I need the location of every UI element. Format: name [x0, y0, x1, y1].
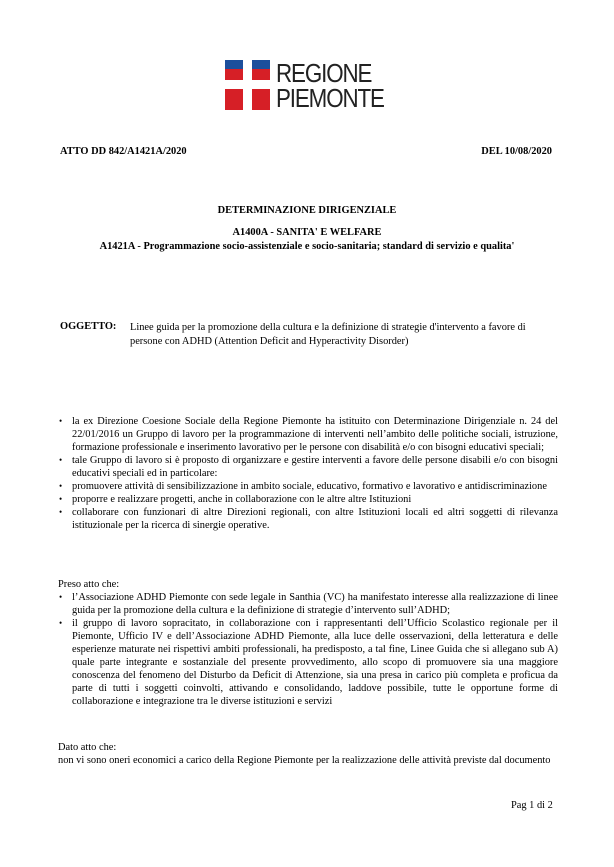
- logo-line1: REGIONE: [276, 58, 372, 88]
- list-item: • il gruppo di lavoro sopracitato, in collaborazione con i rappresentanti dell’Ufficio Scolastico regionale per il Piemonte, Ufficio IV e dell’Associazione ADHD Piemonte, alla luce delle osservazioni, della letteratura e delle esperienze maturate nei rispettivi ambiti professionali, ha predisposto, a tal fine, Linee Guida che si allegano sub A) quale parte integrante e sostanziale del presente provvedimento, allo scopo di promuovere sia una maggiore conoscenza del fenomeno del Disturbo da Deficit di Attenzione, sia una presa in carico più completa e proficua da parte di tutti i soggetti coinvolti, attivando e consolidando, laddove possibile, tutte le opportune forme di collaborazione e integrazione tra le diverse istituzioni e servizi: [59, 618, 558, 707]
- list-item: • collaborare con funzionari di altre Direzioni regionali, con altre Istituzioni locali ed altri soggetti di rilevanza istituzionale per la ricerca di sinergie operative.: [59, 507, 558, 531]
- page-number: Pag 1 di 2: [511, 800, 553, 811]
- atto-date: DEL 10/08/2020: [481, 146, 552, 157]
- logo-line2: PIEMONTE: [276, 83, 384, 113]
- oggetto-label: OGGETTO:: [60, 321, 117, 332]
- shield-icon: [225, 60, 270, 110]
- direzione: A1400A - SANITA' E WELFARE: [232, 227, 382, 238]
- regione-piemonte-logo: [222, 58, 392, 114]
- bullet-list-premesse: [58, 415, 558, 532]
- oggetto-text: Linee guida per la promozione della cultura e la definizione di strategie d'intervento a favore di persone con ADHD (Attention Deficit and Hyperactivity Disorder): [130, 322, 526, 347]
- atto-number: ATTO DD 842/A1421A/2020: [60, 146, 187, 157]
- doc-title: DETERMINAZIONE DIRIGENZIALE: [217, 205, 397, 216]
- bullet-list-preso-atto: [58, 591, 558, 708]
- list-item: • tale Gruppo di lavoro si è proposto di organizzare e gestire interventi a favore delle persone disabili e/o con bisogni educativi speciali ed in particolare:: [59, 455, 558, 479]
- dato-atto-text: non vi sono oneri economici a carico della Regione Piemonte per la realizzazione delle attività previste dal documento: [58, 755, 551, 766]
- list-item: • la ex Direzione Coesione Sociale della Regione Piemonte ha istituito con Determinazione Dirigenziale n. 24 del 22/01/2016 un Gruppo di lavoro per la programmazione di interventi nell’ambito delle politiche sociali, istruzione, formazione professionale e inserimento lavorativo per le persone con disabilità e/o con bisogni educativi speciali;: [59, 416, 558, 453]
- list-item: • l’Associazione ADHD Piemonte con sede legale in Santhia (VC) ha manifestato interesse alla realizzazione di linee guida per la promozione della cultura e la definizione di strategie d’intervento sull’ADHD;: [59, 592, 558, 616]
- dato-atto-heading: Dato atto che:: [58, 742, 117, 753]
- settore: A1421A - Programmazione socio-assistenziale e socio-sanitaria; standard di servizio e qualita': [99, 241, 515, 252]
- preso-atto-heading: Preso atto che:: [58, 579, 120, 590]
- list-item: • promuovere attività di sensibilizzazione in ambito sociale, educativo, formativo e lavorativo e antidiscriminazione: [59, 481, 547, 492]
- list-item: • proporre e realizzare progetti, anche in collaborazione con le altre altre Istituzioni: [59, 494, 412, 505]
